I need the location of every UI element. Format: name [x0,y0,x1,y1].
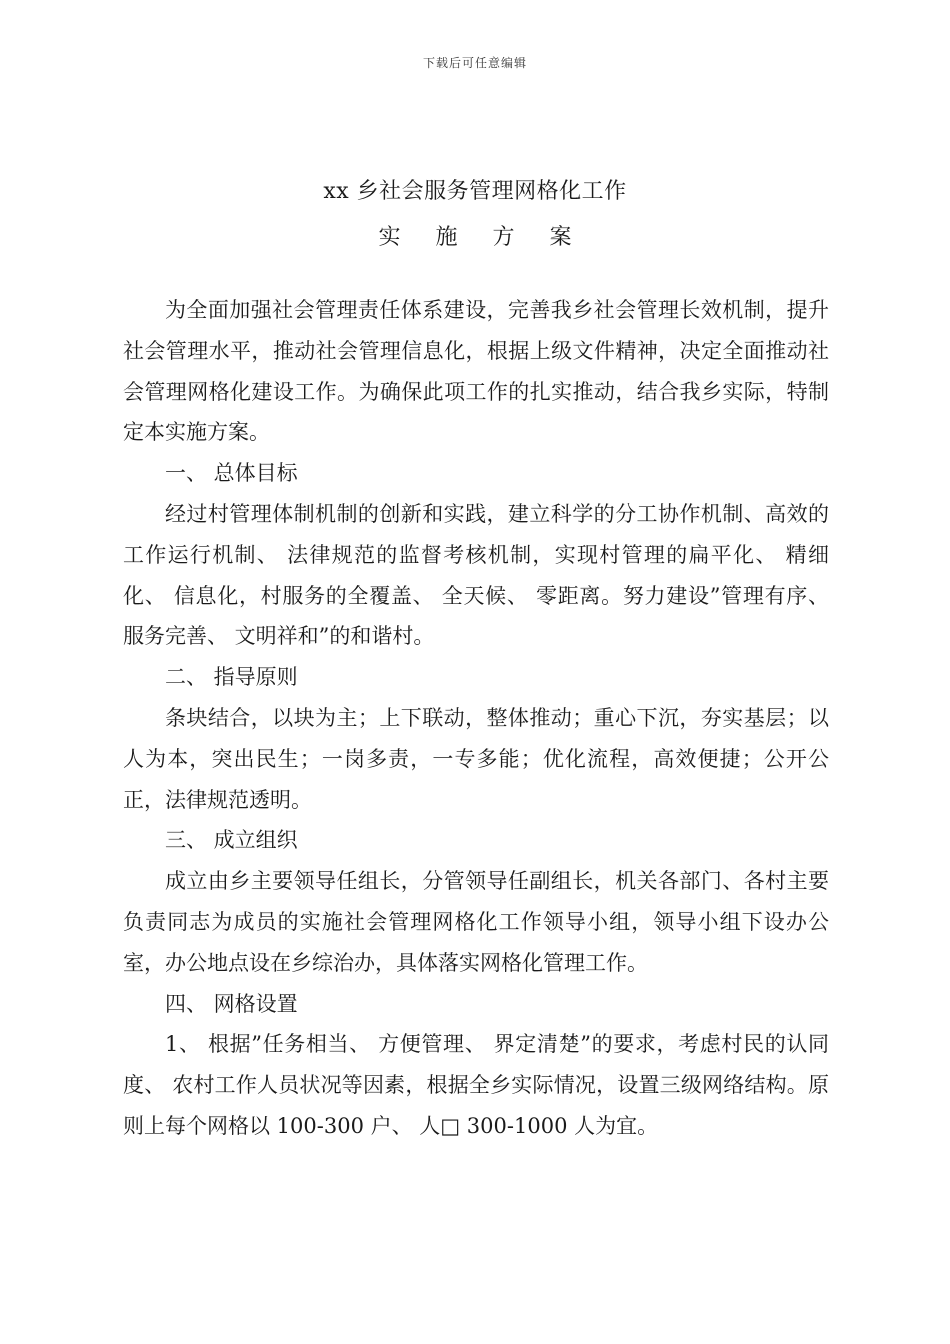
section-paragraph-4: 1、 根据”任务相当、 方便管理、 界定清楚”的要求，考虑村民的认同度、 农村工作人员状况等因素，根据全乡实际情况，设置三级网络结构。原则上每个网格以 100-300 户、 人□ 300-1000 人为宜。 [123,1032,829,1138]
header-note: 下载后可任意编辑 [422,56,527,70]
document-title [0,172,950,258]
section-heading-4: 四、 网格设置 [165,991,298,1016]
section-heading-3: 三、 成立组织 [165,828,298,853]
document-body [123,290,829,1147]
title-line-1: xx 乡社会服务管理网格化工作 [323,179,627,204]
section-paragraph-2: 条块结合，以块为主；上下联动，整体推动；重心下沉，夯实基层；以人为本，突出民生；一岗多责，一专多能；优化流程，高效便捷；公开公正，法律规范透明。 [123,705,829,812]
section-heading-2: 二、 指导原则 [165,665,298,690]
section-heading-1: 一、 总体目标 [165,461,298,486]
title-line-2: 实 施 方 案 [378,225,586,250]
section-paragraph-1: 经过村管理体制机制的创新和实践，建立科学的分工协作机制、高效的工作运行机制、 法律规范的监督考核机制，实现村管理的扁平化、 精细化、 信息化，村服务的全覆盖、 全天候、 零距离。努力建设”管理有序、 服务完善、 文明祥和”的和谐村。 [123,501,829,649]
intro-paragraph: 为全面加强社会管理责任体系建设，完善我乡社会管理长效机制，提升社会管理水平，推动社会管理信息化，根据上级文件精神，决定全面推动社会管理网格化建设工作。为确保此项工作的扎实推动，结合我乡实际，特制定本实施方案。 [123,298,829,445]
section-paragraph-3: 成立由乡主要领导任组长，分管领导任副组长，机关各部门、各村主要负责同志为成员的实施社会管理网格化工作领导小组，领导小组下设办公室，办公地点设在乡综治办，具体落实网格化管理工作。 [123,869,829,975]
